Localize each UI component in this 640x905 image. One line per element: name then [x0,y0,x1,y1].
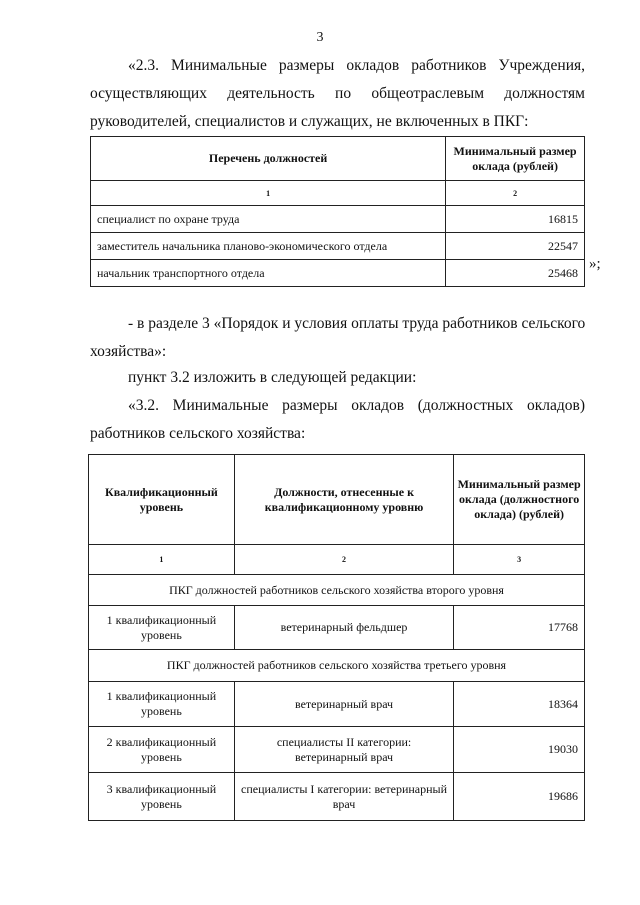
table2-level: 3 квалификационный уровень [89,773,235,821]
section-3-instruction [90,364,585,392]
table2-colnum-3: 3 [454,545,585,575]
table-row [89,606,585,650]
section-3-line1: - в разделе 3 «Порядок и условия оплаты труда работников сельского [128,315,586,332]
section-2-3-line1: «2.3. Минимальные размеры окладов работников Учреждения, [128,57,585,74]
table-row [89,773,585,821]
table2-position: специалисты II категории: ветеринарный врач [234,727,453,773]
table-general-positions [90,136,585,287]
table1-position: начальник транспортного отдела [91,260,446,287]
section-3-paragraph [90,310,585,366]
table-row [89,727,585,773]
table2-level: 2 квалификационный уровень [89,727,235,773]
table2-colnum-1: 1 [89,545,235,575]
section-3-line2: хозяйства»: [90,343,167,360]
table2-header-positions: Должности, отнесенные к квалификационному уровню [234,455,453,545]
table1-header-positions: Перечень должностей [91,137,446,181]
table2-header-level: Квалификационный уровень [89,455,235,545]
table2-salary: 19030 [454,727,585,773]
table1-position: специалист по охране труда [91,206,446,233]
table1-salary: 22547 [446,233,585,260]
table1-header-salary: Минимальный размер оклада (рублей) [446,137,585,181]
table2-position: специалисты I категории: ветеринарный врач [234,773,453,821]
section-3-line5: работников сельского хозяйства: [90,425,306,442]
table2-level: 1 квалификационный уровень [89,606,235,650]
section-2-3-line2: осуществляющих деятельность по общеотраслевым должностям [90,85,585,102]
table2-group-second-level: ПКГ должностей работников сельского хозяйства второго уровня [89,575,585,606]
table-agriculture-positions [88,454,585,821]
table2-position: ветеринарный врач [234,682,453,727]
table-row [91,206,585,233]
table2-group-third-level: ПКГ должностей работников сельского хозяйства третьего уровня [89,650,585,682]
section-3-line3: пункт 3.2 изложить в следующей редакции: [128,369,417,386]
page-number: 3 [316,30,324,45]
table2-salary: 17768 [454,606,585,650]
section-3-line4: «3.2. Минимальные размеры окладов (должностных окладов) [128,397,585,414]
table2-salary: 18364 [454,682,585,727]
table2-header-salary: Минимальный размер оклада (должностного оклада) (рублей) [454,455,585,545]
table1-colnum-1: 1 [91,181,446,206]
table-row [91,233,585,260]
section-3-2-paragraph [90,392,585,448]
table2-position: ветеринарный фельдшер [234,606,453,650]
table1-closing-quote: »; [589,256,601,272]
table2-level: 1 квалификационный уровень [89,682,235,727]
table-row [91,260,585,287]
table1-colnum-2: 2 [446,181,585,206]
table2-salary: 19686 [454,773,585,821]
table1-salary: 25468 [446,260,585,287]
table2-colnum-2: 2 [234,545,453,575]
table1-salary: 16815 [446,206,585,233]
section-2-3-line3: руководителей, специалистов и служащих, не включенных в ПКГ: [90,113,529,130]
table-row [89,682,585,727]
section-2-3-paragraph [90,52,585,136]
table1-position: заместитель начальника планово-экономического отдела [91,233,446,260]
